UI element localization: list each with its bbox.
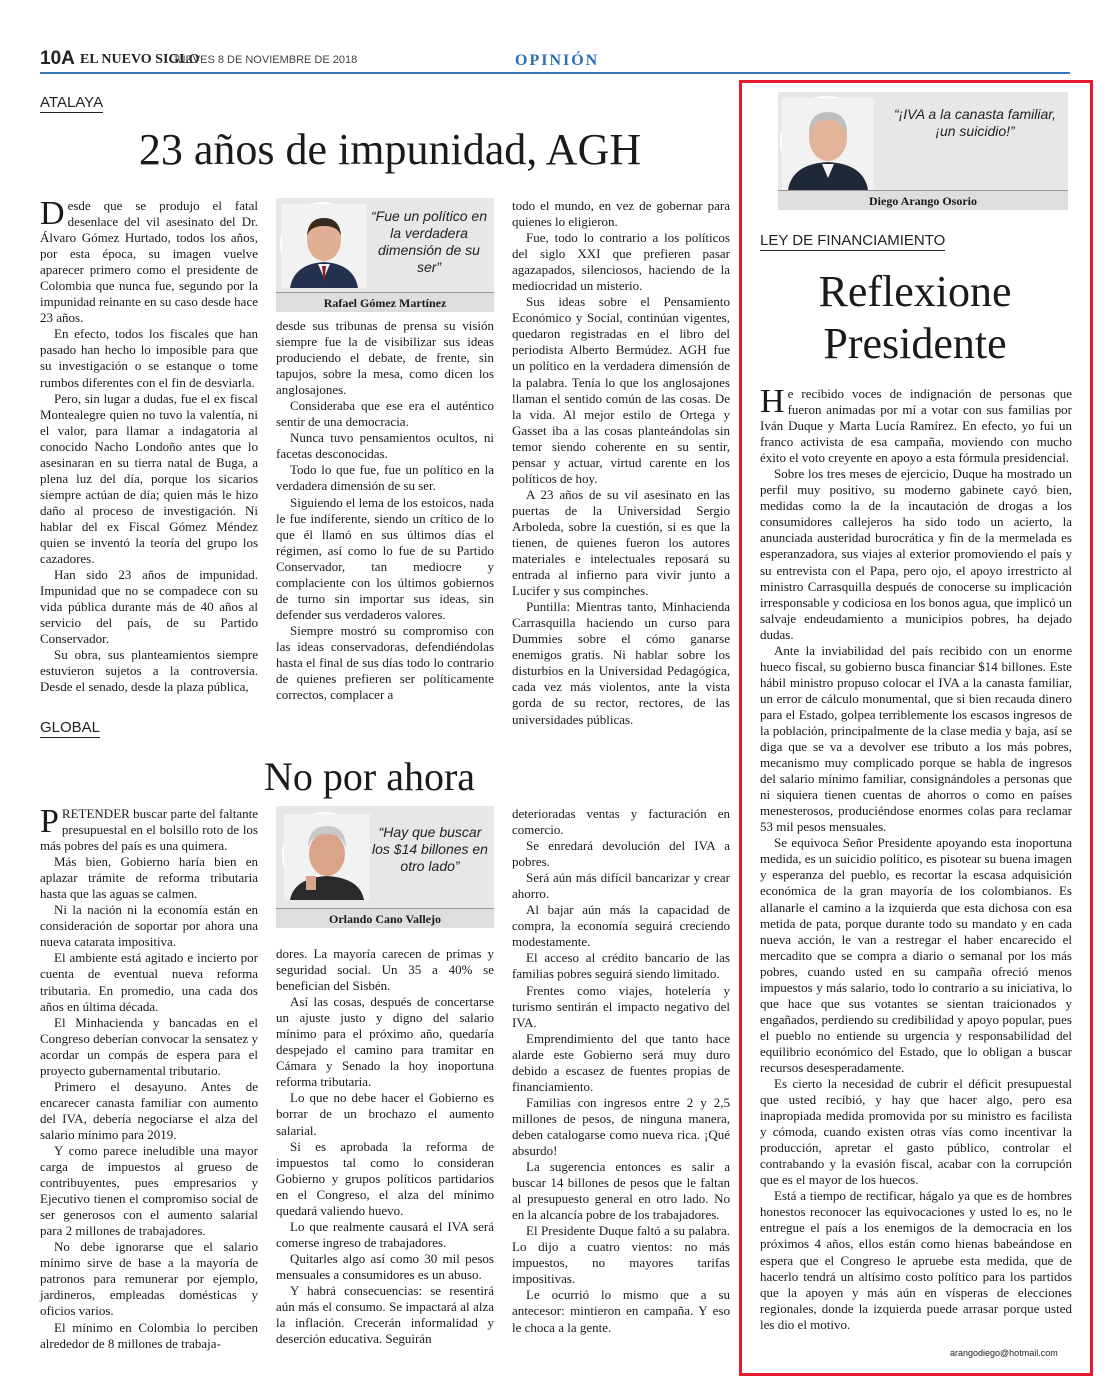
paragraph: Si es aprobada la reforma de impuestos tal como lo consideran Gobierno y grupos políticos partidarios en el Congreso, el alza del mínimo quedará valiendo huevo. — [276, 1138, 494, 1218]
paragraph: La sugerencia entonces es salir a buscar 14 billones de pesos que le faltan al presupuesto general en otro lado. No en la alcancía pobre de los trabajadores. — [512, 1159, 730, 1223]
paragraph: No debe ignorarse que el salario mínimo sirve de base a la mayoría de patronos para remunerar por ejemplo, jardineros, empleadas domésticas y oficios varios. — [40, 1239, 258, 1319]
paragraph: Le ocurrió lo mismo que a su antecesor: mintieron en campaña. Y eso le choca a la gente. — [512, 1287, 730, 1335]
author-portrait — [280, 202, 364, 286]
paragraph: El Minhacienda y bancadas en el Congreso deberían convocar la sensatez y acordar un compás de espera para el proyecto gubernamental tributario. — [40, 1014, 258, 1078]
paragraph: Está a tiempo de rectificar, hágalo ya que es de hombres honestos reconocer las equivocaciones y usted lo es, no le entregue el país a los enemigos de la democracia en los próximos 4 años, ellos están como hienas babeándose en espera que el Congreso le apruebe esta medida, que de hacerlo tendrá un altísimo costo político para los partidos que la apoyen y más aún en vísperas de elecciones regionales, donde la izquierda puede arrasar porque usted les dio el motivo. — [760, 1188, 1072, 1332]
paragraph: Nunca tuvo pensamientos ocultos, ni facetas desconocidas. — [276, 430, 494, 462]
newspaper-name: EL NUEVO SIGLO — [80, 52, 200, 67]
paragraph: El mínimo en Colombia lo perciben alrededor de 8 millones de trabaja- — [40, 1319, 258, 1351]
headline-line-1: Reflexione — [818, 267, 1012, 316]
atalaya-column-3 — [512, 198, 730, 727]
page-number: 10A — [40, 48, 75, 69]
section-name: OPINIÓN — [515, 52, 600, 69]
pull-quote: “Fue un político en la verdadera dimensión de su ser” — [371, 208, 487, 275]
paragraph: Primero el desayuno. Antes de encarecer canasta familiar con aumento del IVA, debería negociarse el alza del salario mínimo para 2019. — [40, 1078, 258, 1142]
paragraph: Se enredará devolución del IVA a pobres. — [512, 838, 730, 870]
atalaya-column-1 — [40, 195, 258, 695]
paragraph: Pero, sin lugar a dudas, fue el ex fiscal Montealegre quien no tuvo la valentía, ni el valor, para llamar a indagatoria al conocido Nacho Londoño antes que lo asesinaran en su tierra natal de Buga, a plena luz del día, porque los sicarios siempre actúan de día; quien más le hizo daño al proceso de investigación. Ni hablar del ex Fiscal Gómez Méndez quien se inventó la teoría del grupo los cazadores. — [40, 390, 258, 567]
paragraph: Frentes como viajes, hotelería y turismo sentirán el impacto negativo del IVA. — [512, 982, 730, 1030]
paragraph: Así las cosas, después de concertarse un ajuste justo y digno del salario mínimo para el próximo año, quedaría despejado el camino para tramitar en Cámara y Senado la hoy inoportuna reforma tributaria. — [276, 994, 494, 1090]
ley-section-label: LEY DE FINANCIAMIENTO — [760, 232, 946, 249]
ley-headline — [760, 266, 1070, 370]
paragraph: Quitarles algo así como 30 mil pesos mensuales a consumidores es un abuso. — [276, 1250, 494, 1282]
paragraph: Fue, todo lo contrario a los políticos del siglo XXI que prefieren pasar agazapados, silenciosos, haciendo de la mediocridad un misterio. — [512, 230, 730, 294]
paragraph: En efecto, todos los fiscales que han pasado han hecho lo imposible para que su investigación o se estanque o tome rumbos diferentes con el fin de desviarla. — [40, 326, 258, 390]
lead-word: RETENDER — [61, 806, 130, 821]
atalaya-section-label: ATALAYA — [40, 94, 104, 111]
ley-author-card — [778, 92, 1068, 210]
author-name: Rafael Gómez Martínez — [276, 292, 494, 312]
paragraph: Y habrá consecuencias: se resentirá aún más el consumo. Se impactará al alza la inflación. Crecerán informalidad y deserción educativa. Seguirán — [276, 1282, 494, 1347]
paragraph: A 23 años de su vil asesinato en las puertas de la Universidad Sergio Arboleda, sobre la cuestión, si es que la tienen, de quienes fueron los autores materiales e intelectuales reposará su entrada al infierno para vivir junto a Lucifer y sus compinches. — [512, 486, 730, 599]
paragraph: desde sus tribunas de prensa su visión siempre fue la de visibilizar sus ideas produciendo el debate, de frente, sin tapujos, sobre la mesa, como dicen los anglosajones. — [276, 318, 494, 398]
paragraph: Todo lo que fue, fue un político en la verdadera dimensión de su ser. — [276, 462, 494, 494]
paragraph: Ante la inviabilidad del país recibido con un enorme hueco fiscal, su gobierno busca financiar $14 billones. Este hábil ministro propuso colocar el IVA a la canasta familiar, un error de cálculo monumental, que si bien recauda dinero para el Estado, golpea terriblemente los escasos ingresos de la población, principalmente de la clase media y baja, así se diga que se va a devolver ese tributo a los más pobres, mecanismo muy complicado porque se habla de ingresos del salario mínimo familiar, consignándoles a personas que ni siquiera tienen cuentas de ahorros o como en países menesterosos, produciéndose enormes colas para reclamar 53 mil pesos mensuales. — [760, 642, 1072, 835]
drop-cap: H — [760, 383, 785, 420]
paragraph: Lo que realmente causará el IVA será comerse ingreso de trabajadores. — [276, 1218, 494, 1250]
ley-body — [760, 383, 1072, 1332]
drop-cap: P — [40, 803, 59, 840]
global-column-1 — [40, 803, 259, 1376]
global-section-label: GLOBAL — [40, 719, 101, 736]
pull-quote: “¡IVA a la canasta familiar, ¡un suicidio!” — [893, 106, 1057, 139]
paragraph: Emprendimiento del que tanto hace alarde este Gobierno será muy duro debido a escasez de fuentes propias de financiamiento. — [512, 1030, 730, 1094]
paragraph: El ambiente está agitado e incierto por cuenta de eventual nueva reforma tributaria. En promedio, una cada dos años en última década. — [40, 950, 258, 1014]
paragraph: Ni la nación ni la economía están en consideración de soportar por ahora una nueva catarata impositiva. — [40, 902, 258, 950]
paragraph: Y como parece ineludible una mayor carga de impuestos al grueso de contribuyentes, pues empresarios y Ejecutivo tienen el compromiso social de ser generosos con el aumento salarial para 2 millones de trabajadores. — [40, 1142, 258, 1239]
paragraph: Han sido 23 años de impunidad. Impunidad que no se compadece con su vida pública durante más de 40 años al servicio del país, de su Partido Conservador. — [40, 567, 258, 647]
author-portrait — [282, 812, 368, 898]
pull-quote: “Hay que buscar los $14 billones en otro lado” — [372, 824, 488, 874]
paragraph: Se equivoca Señor Presidente apoyando esta inoportuna medida, es un suicidio político, es pisotear su buena imagen y esperanza del pueblo, es recortar la escasa adquisición económica de la gran mayoría de los colombianos. Es allanarle el camino a la izquierda que esta dichosa con esa metida de pata, porque durante todo su mandato y en cada nueva acción, le van a restregar el haber encarecido el mercadito que se compra a diario o semanal por los más pobres, cuando usted en su campaña ofreció menos impuestos y más salario, todo lo contrario a su iniciativa, lo que hace que sus votantes se sientan traicionados y engañados, perdiendo su credibilidad y apoyo popular, pues el pueblo no entiende su urgencia y responsabilidad del equilibrio económico del Estado, que lo obligan a buscar recursos desesperadamente. — [760, 835, 1072, 1075]
atalaya-headline: 23 años de impunidad, AGH — [138, 125, 642, 174]
paragraph: Siguiendo el lema de los estoicos, nada le fue indiferente, siendo un crítico de lo que él llamó en sus últimos días el régimen, así como lo fue de su Partido Conservador, tan mediocre y complaciente con los últimos gobiernos de turno sin importar sus ideas, sin defender sus verdaderos valores. — [276, 494, 494, 622]
author-name: Diego Arango Osorio — [778, 190, 1068, 210]
paragraph: Sus ideas sobre el Pensamiento Económico y Social, continúan vigentes, quedaron registradas en el libro del periodista Alberto Bermúdez. AGH fue un político en la verdadera dimensión de la palabra. Tenía lo que los anglosajones llaman el sentido común de las cosas. De la vida. Al mejor estilo de Ortega y Gasset iba a las cosas planteándolas sin temor siendo coherente en su sentir, pensar y actuar, virtud carente en los políticos de hoy. — [512, 294, 730, 486]
portrait-icon — [284, 814, 370, 900]
paragraph: Será aún más difícil bancarizar y crear ahorro. — [512, 870, 730, 902]
global-headline: No por ahora — [264, 754, 476, 799]
paragraph: Su obra, sus planteamientos siempre estuvieron sujetos a la controversia. Desde el senado, desde la plaza pública, — [40, 647, 258, 695]
paragraph: Más bien, Gobierno haría bien en aplazar trámite de reforma tributaria hasta que las aguas se calmen. — [40, 854, 258, 902]
global-column-2 — [276, 946, 494, 1376]
paragraph: deterioradas ventas y facturación en comercio. — [512, 806, 730, 838]
paragraph: esde que se produjo el fatal desenlace del vil asesinato del Dr. Álvaro Gómez Hurtado, todos los años, por esta época, su imagen vuelve aparecer primero como el presidente de Colombia que nunca fue, segundo por la impunidad reinante en su caso desde hace 23 años. — [40, 198, 258, 326]
paragraph: buscar parte del faltante presupuestal en el bolsillo roto de los más pobres del país es una quimera. — [40, 806, 259, 854]
portrait-icon — [282, 204, 366, 288]
paragraph: Al bajar aún más la capacidad de compra, la economía seguirá creciendo modestamente. — [512, 902, 730, 950]
paragraph: dores. La mayoría carecen de primas y seguridad social. Un 35 a 40% se benefician del Sisbén. — [276, 946, 494, 994]
paragraph: Siempre mostró su compromiso con las ideas conservadoras, defendiéndolas hasta el final de sus días todo lo contrario de quienes prefieren ser políticamente correctos, complacer a — [276, 622, 494, 703]
headline-line-2: Presidente — [823, 319, 1007, 368]
atalaya-column-2 — [276, 318, 494, 703]
paragraph: Es cierto la necesidad de cubrir el déficit presupuestal que usted recibió, y hay que hacer algo, pero esa inapropiada medida promovida por su ministro es facilista y cómoda, cuando existen otras vías como incentivar la producción, apretar el gasto público, controlar el contrabando y la evasión fiscal, acabar con la corrupción que es el mayor de los huecos. — [760, 1076, 1072, 1188]
atalaya-author-card — [276, 198, 494, 312]
author-email[interactable]: arangodiego@hotmail.com — [950, 1348, 1058, 1358]
author-name: Orlando Cano Vallejo — [276, 908, 494, 928]
paragraph: Sobre los tres meses de ejercicio, Duque ha mostrado un perfil muy positivo, su moderno gabinete cayó bien, medidas como la de la incautación de drogas a los consumidores callejeros ha sido todo un acierto, la anunciada austeridad burocrática y fin de la mermelada es esperanzadora, sus viajes al exterior promoviendo el país y su entrevista con el Papa, pero ojo, el apoyo irrestricto al ministro Carrasquilla después de conocerse su implicación irresponsable y codiciosa en los bonos agua, que implicó un salvaje endeudamiento a municipios pobres, ha dejado dudas. — [760, 466, 1072, 642]
author-portrait — [780, 96, 872, 188]
portrait-icon — [782, 98, 874, 190]
issue-date: JUEVES 8 DE NOVIEMBRE DE 2018 — [172, 54, 358, 66]
paragraph: Puntilla: Mientras tanto, Minhacienda Carrasquilla haciendo un curso para Dummies sobre el cómo ganarse enemigos gratis. Ni hablar sobre los disturbios en la Universidad Pedagógica, cada vez más violentos, ante la vista gorda de su rector, rectores, de las universidades públicas. — [512, 599, 730, 727]
paragraph: Lo que no debe hacer el Gobierno es borrar de un brochazo el aumento salarial. — [276, 1090, 494, 1138]
paragraph: El Presidente Duque faltó a su palabra. Lo dijo a cuatro vientos: no más impuestos, no mayores tarifas impositivas. — [512, 1223, 730, 1287]
drop-cap: D — [40, 195, 65, 232]
paragraph: El acceso al crédito bancario de las familias pobres seguirá siendo limitado. — [512, 950, 730, 982]
global-column-3 — [512, 806, 730, 1376]
global-author-card — [276, 806, 494, 928]
paragraph: Familias con ingresos entre 2 y 2,5 millones de pesos, de ninguna manera, deben catalogarse como nueva rica. ¡Qué absurdo! — [512, 1094, 730, 1158]
paragraph: e recibido voces de indignación de personas que fueron animadas por mí a votar con sus familias por Iván Duque y Marta Lucía Ramírez. En efecto, yo fui un franco activista de esa campaña, moviendo con mucho éxito el voto creyente en apoyo a esta fórmula presidencial. — [760, 386, 1072, 466]
paragraph: Consideraba que ese era el auténtico sentir de una democracia. — [276, 398, 494, 430]
paragraph: todo el mundo, en vez de gobernar para quienes lo eligieron. — [512, 198, 730, 230]
